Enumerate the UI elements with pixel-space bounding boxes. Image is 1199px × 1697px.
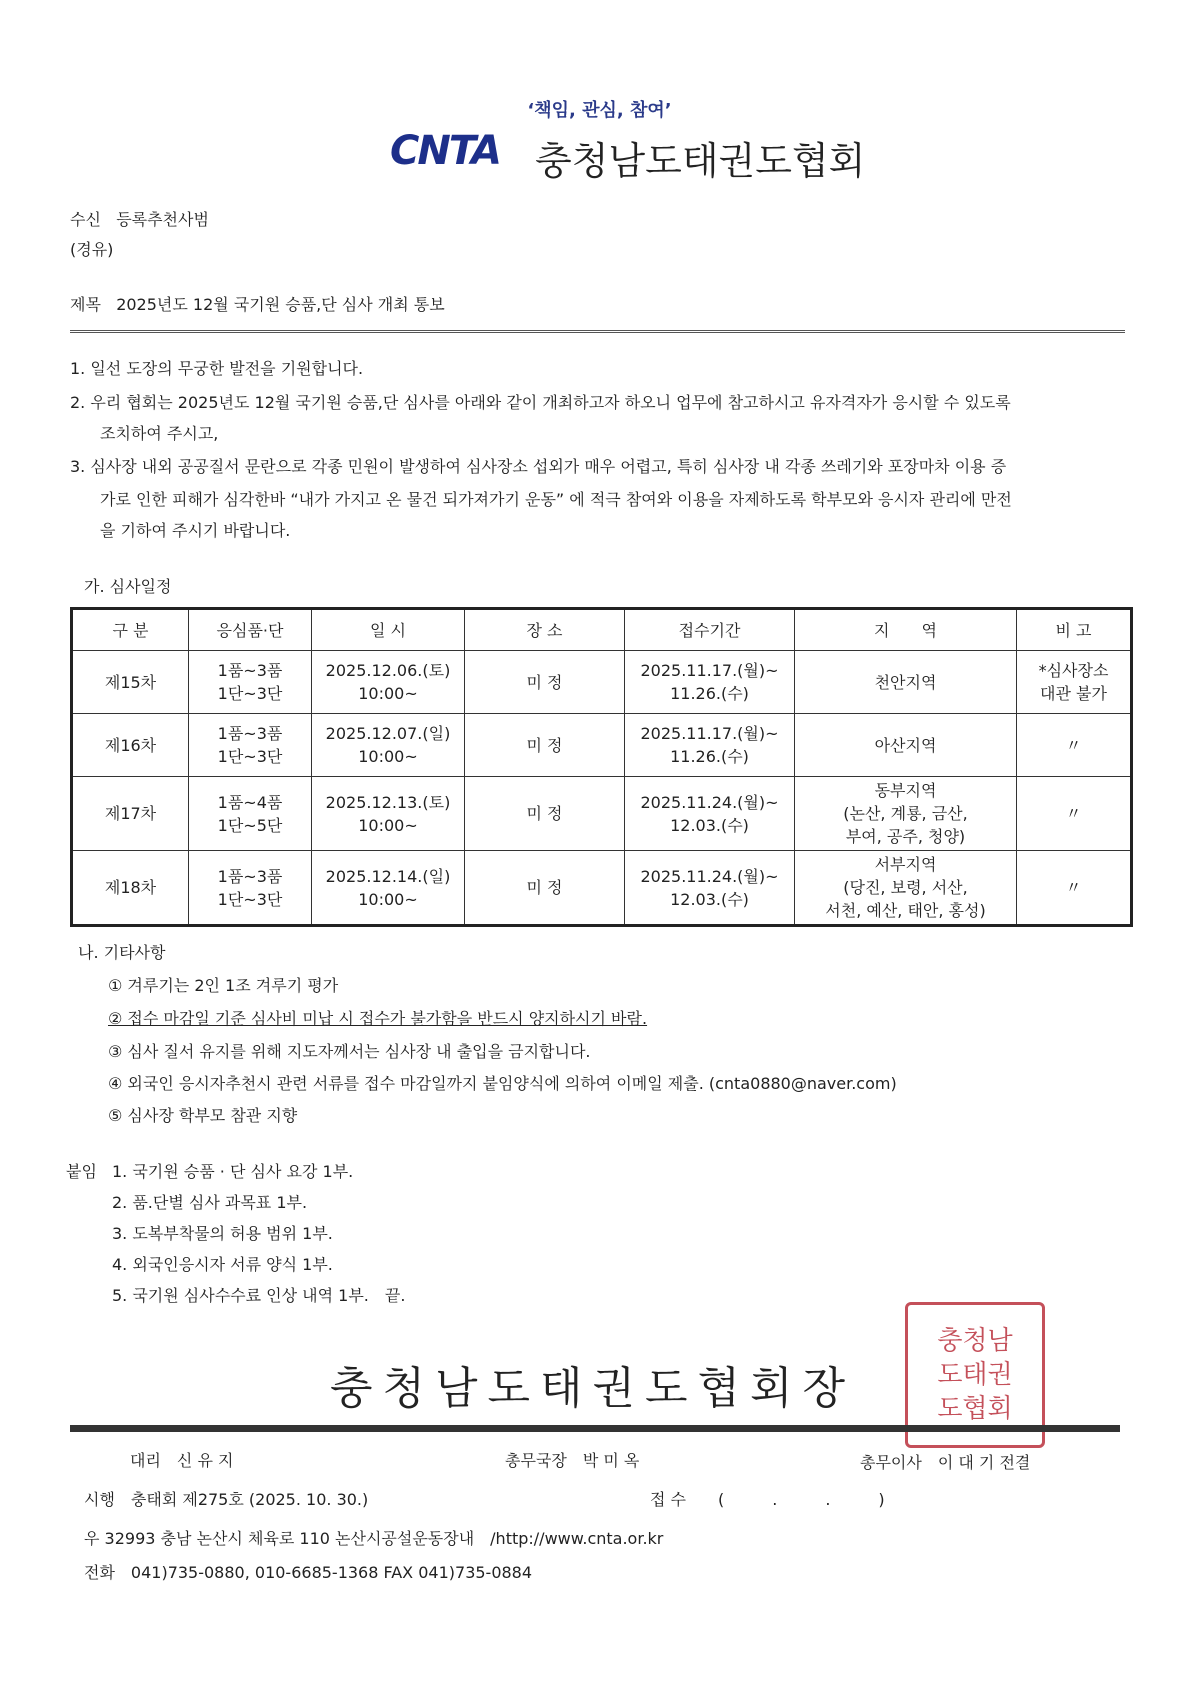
cell-region [795, 651, 1017, 714]
cell-line: 2025.11.24.(월)~ [640, 792, 779, 812]
table-row [72, 651, 1132, 714]
paragraph: 1. 일선 도장의 무궁한 발전을 기원합니다. [70, 359, 364, 378]
cell-line: 10:00~ [358, 815, 418, 835]
cell-line: 10:00~ [358, 684, 418, 703]
cell-region [795, 777, 1017, 851]
column-header: 일 시 [312, 609, 465, 651]
column-header: 접수기간 [625, 609, 795, 651]
cell-line: 서부지역 [874, 855, 937, 874]
cell-line: 〃 [1065, 878, 1082, 897]
cell-period [625, 851, 795, 926]
subject-value: 2025년도 12월 국기원 승품,단 심사 개최 통보 [116, 295, 445, 314]
paragraph: 3. 심사장 내외 공공질서 문란으로 각종 민원이 발생하여 심사장소 섭외가 매우 어렵고, 특히 심사장 내 각종 쓰레기와 포장마차 이용 증 [70, 457, 1007, 476]
cell-round: 제16차 [72, 714, 189, 777]
cell-grade [189, 651, 312, 714]
cell-grade [189, 851, 312, 926]
paragraph: 을 기하여 주시기 바랍니다. [100, 521, 291, 540]
cell-place: 미 정 [465, 714, 625, 777]
cell-line: 1단~3단 [217, 747, 283, 766]
cell-period [625, 714, 795, 777]
cell-note [1017, 851, 1132, 926]
paragraph: 조치하여 주시고, [100, 424, 219, 443]
cell-line: 부여, 공주, 청양) [845, 827, 966, 846]
cell-line: 1단~5단 [217, 815, 283, 835]
column-header: 비 고 [1017, 609, 1132, 651]
other-item: ① 겨루기는 2인 1조 겨루기 평가 [108, 976, 339, 995]
organization-name: 충청남도태권도협회 [535, 139, 866, 183]
attachment-item: 4. 외국인응시자 서류 양식 1부. [112, 1255, 333, 1274]
tagline: ‘책임, 관심, 참여’ [527, 100, 672, 121]
cell-line: 2025.12.14.(일) [325, 866, 451, 886]
cell-date [312, 777, 465, 851]
phone: 전화 041)735-0880, 010-6685-1368 FAX 041)735-0884 [84, 1563, 533, 1582]
cell-line: 1단~3단 [217, 684, 283, 703]
cell-date [312, 714, 465, 777]
schedule-heading: 가. 심사일정 [84, 577, 172, 596]
other-item: ④ 외국인 응시자추천시 관련 서류를 접수 마감일까지 붙임양식에 의하여 이메일 제출. (cnta0880@naver.com) [108, 1074, 897, 1093]
table-row [72, 714, 1132, 777]
cell-line: 동부지역 [874, 781, 937, 800]
cell-line: 2025.12.13.(토) [325, 792, 451, 812]
cell-line: 1품~3품 [217, 866, 283, 886]
cell-date [312, 851, 465, 926]
cnta-logo: CNTA [390, 128, 500, 174]
attachment-item: 5. 국기원 심사수수료 인상 내역 1부. 끝. [112, 1286, 406, 1305]
cell-line: 〃 [1065, 804, 1082, 823]
cell-line: 11.26.(수) [670, 684, 749, 703]
subject-label: 제목 [70, 295, 101, 314]
cell-round: 제18차 [72, 851, 189, 926]
attachment-item: 1. 국기원 승품 · 단 심사 요강 1부. [112, 1162, 354, 1181]
other-heading: 나. 기타사항 [78, 943, 166, 962]
cell-place: 미 정 [465, 777, 625, 851]
footer-rule [70, 1425, 1120, 1432]
cell-round: 제15차 [72, 651, 189, 714]
column-header: 응심품·단 [189, 609, 312, 651]
cell-line: 1품~4품 [217, 792, 283, 812]
cell-region [795, 851, 1017, 926]
schedule-table [70, 607, 1133, 927]
cell-period [625, 651, 795, 714]
column-header: 구 분 [72, 609, 189, 651]
receipt: 접 수 ( . . ) [650, 1490, 885, 1509]
via: (경유) [70, 240, 114, 259]
cell-note [1017, 651, 1132, 714]
cell-region [795, 714, 1017, 777]
cell-line: 10:00~ [358, 889, 418, 909]
column-header: 장 소 [465, 609, 625, 651]
paragraph: 2. 우리 협회는 2025년도 12월 국기원 승품,단 심사를 아래와 같이 개최하고자 하오니 업무에 참고하시고 유자격자가 응시할 수 있도록 [70, 393, 1011, 412]
cell-line: 11.26.(수) [670, 747, 749, 766]
cell-grade [189, 777, 312, 851]
subject [70, 292, 445, 315]
other-item: ⑤ 심사장 학부모 참관 지향 [108, 1106, 298, 1125]
table-row [72, 777, 1132, 851]
table-header-row [72, 609, 1132, 651]
address: 우 32993 충남 논산시 체육로 110 논산시공설운동장내 /http://www.cnta.or.kr [84, 1529, 664, 1548]
attachments-label: 붙임 [66, 1162, 97, 1181]
paragraph: 가로 인한 피해가 심각한바 “내가 가지고 온 물건 되가져가기 운동” 에 적극 참여와 이용을 자제하도록 학부모와 응시자 관리에 만전 [100, 490, 1012, 509]
cell-line: (논산, 계룡, 금산, [843, 804, 968, 823]
cell-line: 10:00~ [358, 747, 418, 766]
cell-line: 1품~3품 [217, 661, 283, 680]
signature-title: 충청남도태권도협회장 [330, 1363, 856, 1414]
cell-line: 2025.11.17.(월)~ [640, 661, 779, 680]
cell-line: 12.03.(수) [670, 815, 749, 835]
cell-place: 미 정 [465, 851, 625, 926]
cell-line: 2025.11.17.(월)~ [640, 724, 779, 743]
cell-line: 대관 불가 [1040, 684, 1107, 703]
approval-director: 총무국장 박 미 옥 [505, 1451, 640, 1470]
cell-line: 2025.11.24.(월)~ [640, 866, 779, 886]
approval-staff: 대리 신 유 지 [130, 1451, 234, 1470]
cell-period [625, 777, 795, 851]
cell-note [1017, 714, 1132, 777]
cell-line: 천안지역 [874, 672, 937, 692]
cell-note [1017, 777, 1132, 851]
column-header: 지 역 [795, 609, 1017, 651]
cell-line: 서천, 예산, 태안, 홍성) [825, 901, 986, 920]
cell-line: 2025.12.07.(일) [325, 724, 451, 743]
cell-line: *심사장소 [1038, 661, 1109, 680]
table-row [72, 851, 1132, 926]
cell-line: 1품~3품 [217, 724, 283, 743]
cell-line: 2025.12.06.(토) [325, 661, 451, 680]
attachment-item: 2. 품.단별 심사 과목표 1부. [112, 1193, 308, 1212]
recipient-label: 수신 [70, 210, 101, 229]
cell-line: 아산지역 [874, 735, 937, 755]
cell-round: 제17차 [72, 777, 189, 851]
cell-grade [189, 714, 312, 777]
cell-date [312, 651, 465, 714]
other-item: ② 접수 마감일 기준 심사비 미납 시 접수가 불가함을 반드시 양지하시기 바람. [108, 1009, 648, 1028]
other-item: ③ 심사 질서 유지를 위해 지도자께서는 심사장 내 출입을 금지합니다. [108, 1042, 591, 1061]
approval-executive: 총무이사 이 대 기 전결 [860, 1453, 1031, 1472]
cell-line: (당진, 보령, 서산, [843, 878, 968, 897]
recipient-value: 등록추천사범 [116, 210, 209, 229]
cell-line: 〃 [1065, 735, 1082, 755]
recipient [70, 207, 209, 230]
cell-line: 12.03.(수) [670, 889, 749, 909]
enforcement-number: 시행 충태회 제275호 (2025. 10. 30.) [84, 1490, 369, 1509]
cell-line: 1단~3단 [217, 889, 283, 909]
attachment-item: 3. 도복부착물의 허용 범위 1부. [112, 1224, 333, 1243]
cell-place: 미 정 [465, 651, 625, 714]
separator [70, 330, 1125, 336]
official-seal: 충청남 도태권 도협회 [905, 1302, 1045, 1448]
